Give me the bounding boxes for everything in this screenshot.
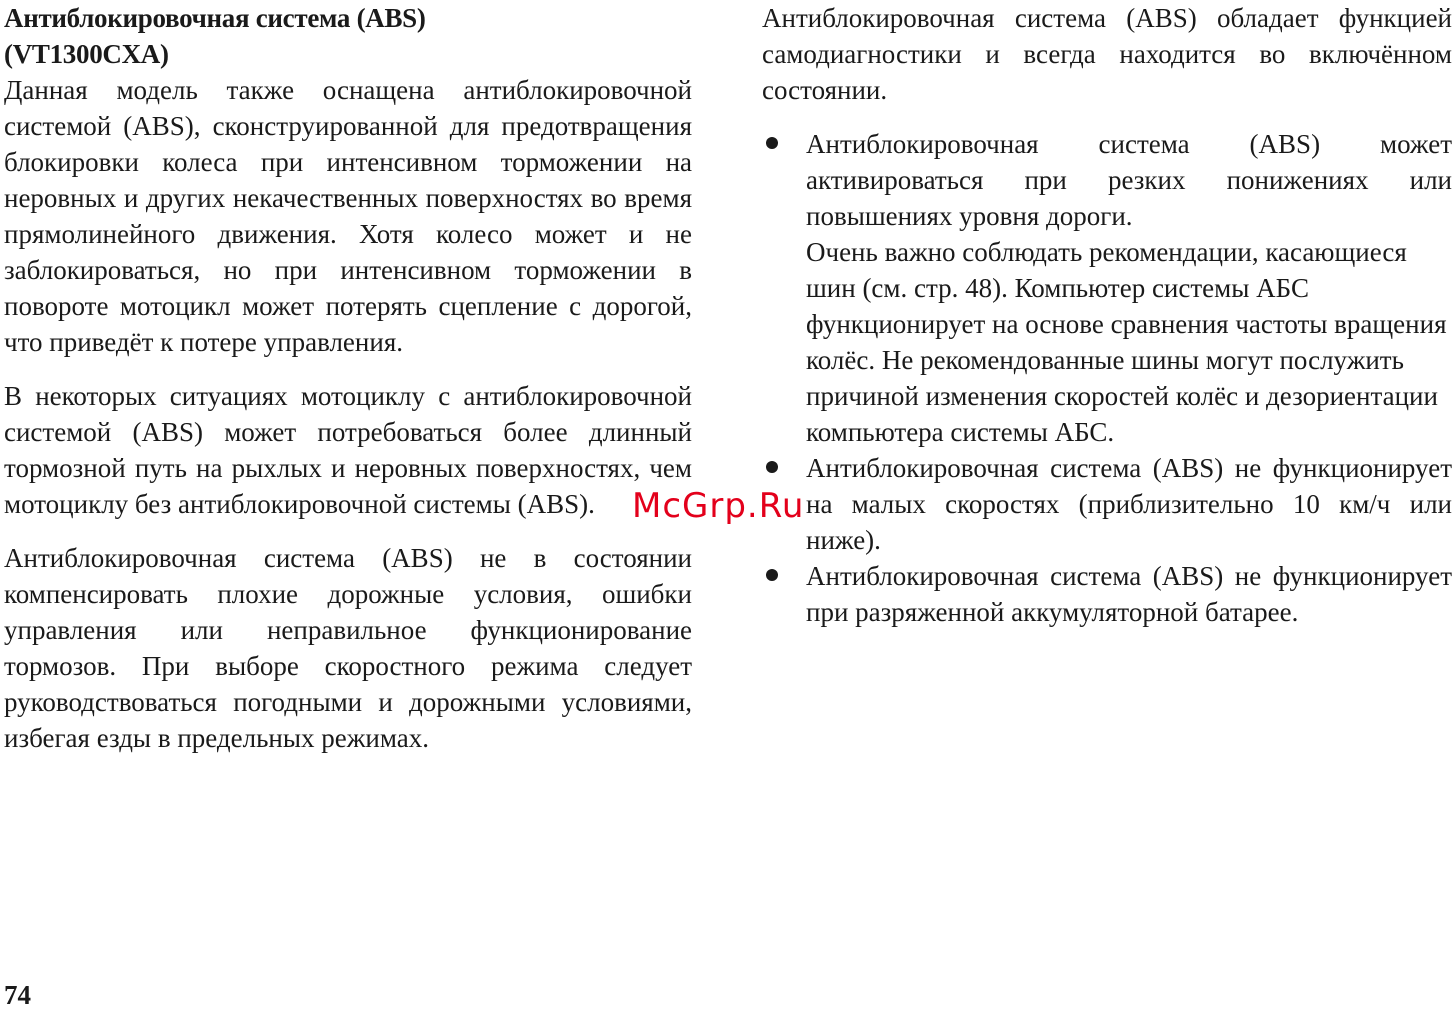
list-item [762, 558, 1452, 630]
list-item [762, 126, 1452, 450]
list-item-subtext: Очень важно соблюдать рекомендации, касающиеся шин (см. стр. 48). Компьютер системы АБС функционирует на основе сравнения частоты вращения колёс. Не рекомендованные шины могут послужить причиной изменения скоростей колёс и дезориентации компьютера системы АБС. [806, 237, 1447, 447]
list-item-text: Антиблокировочная система (ABS) не функционирует при разряженной аккумуляторной батарее. [806, 561, 1452, 627]
list-item [762, 450, 1452, 558]
section-heading-line-1: Антиблокировочная система (ABS) [4, 3, 426, 33]
watermark: McGrp.Ru [632, 486, 805, 526]
section-heading [4, 0, 692, 72]
paragraph-abs-purpose: Данная модель также оснащена антиблокировочной системой (ABS), сконструированной для предотвращения блокировки колеса при интенсивном торможении на неровных и других некачественных поверхностях во время прямолинейного движения. Хотя колесо может и не заблокироваться, но при интенсивном торможении в повороте мотоцикл может потерять сцепление с дорогой, что приведёт к потере управления. [4, 75, 692, 357]
paragraph-self-diagnostics: Антиблокировочная система (ABS) обладает функцией самодиагностики и всегда находится во включённом состоянии. [762, 3, 1452, 105]
notes-list [762, 126, 1452, 630]
bullet-icon [766, 569, 778, 581]
right-column [762, 0, 1452, 630]
list-item-text: Антиблокировочная система (ABS) не функционирует на малых скоростях (приблизительно 10 км/ч или ниже). [806, 453, 1452, 555]
page-number: 74 [4, 980, 31, 1010]
paragraph-braking-distance: В некоторых ситуациях мотоциклу с антиблокировочной системой (ABS) может потребоваться более длинный тормозной путь на рыхлых и неровных поверхностях, чем мотоциклу без антиблокировочной системы (ABS). [4, 381, 692, 519]
list-item-text: Антиблокировочная система (ABS) может активироваться при резких понижениях или повышениях уровня дороги. [806, 129, 1452, 231]
section-heading-line-2: (VT1300CXA) [4, 39, 169, 69]
left-column [4, 0, 692, 756]
bullet-icon [766, 137, 778, 149]
paragraph-abs-limitations: Антиблокировочная система (ABS) не в состоянии компенсировать плохие дорожные условия, ошибки управления или неправильное функционирование тормозов. При выборе скоростного режима следует руководствоваться погодными и дорожными условиями, избегая езды в предельных режимах. [4, 543, 692, 753]
bullet-icon [766, 461, 778, 473]
